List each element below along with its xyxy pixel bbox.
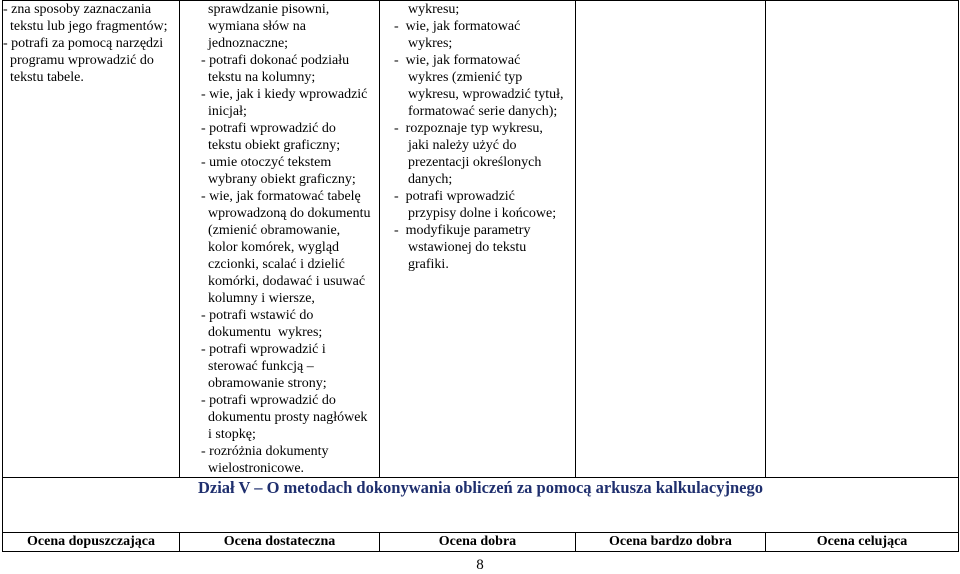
rubric-line: tekstu na kolumny; <box>180 70 316 85</box>
grading-table <box>2 0 959 552</box>
rubric-line: - modyfikuje parametry <box>380 223 531 238</box>
rubric-line: - potrafi wprowadzić do <box>180 393 336 408</box>
rubric-line: tekstu tabele. <box>3 70 84 85</box>
rubric-line: prezentacji określonych <box>380 155 542 170</box>
rubric-line: - rozróżnia dokumenty <box>180 444 329 459</box>
rubric-line: wybrany obiekt graficzny; <box>180 172 356 187</box>
grade-header-2: Ocena dostateczna <box>180 533 380 552</box>
rubric-line: sterować funkcją – <box>180 359 314 374</box>
rubric-line: formatować serie danych); <box>380 104 558 119</box>
requirements-row <box>3 1 959 478</box>
rubric-line: programu wprowadzić do <box>3 53 154 68</box>
rubric-line: wprowadzoną do dokumentu <box>180 206 371 221</box>
rubric-line: wielostronicowe. <box>180 461 305 476</box>
grade-header-5: Ocena celująca <box>766 533 959 552</box>
rubric-line: wykres (zmienić typ <box>380 70 523 85</box>
rubric-line: - wie, jak formatować tabelę <box>180 189 361 204</box>
col3-text <box>380 1 575 273</box>
rubric-line: (zmienić obramowanie, <box>180 223 341 238</box>
grade-dopuszczajaca-cell <box>3 1 180 478</box>
rubric-line: sprawdzanie pisowni, <box>180 2 330 17</box>
rubric-line: dokumentu wykres; <box>180 325 323 340</box>
rubric-line: przypisy dolne i końcowe; <box>380 206 557 221</box>
rubric-line: tekstu lub jego fragmentów; <box>3 19 168 34</box>
rubric-line: wymiana słów na <box>180 19 306 34</box>
grade-celujaca-cell <box>766 1 959 478</box>
grade-header-4: Ocena bardzo dobra <box>576 533 766 552</box>
rubric-line: - wie, jak i kiedy wprowadzić <box>180 87 368 102</box>
grade-dostateczna-cell <box>180 1 380 478</box>
rubric-line: wykres; <box>380 36 453 51</box>
rubric-line: kolumny i wiersze, <box>180 291 315 306</box>
rubric-line: jaki należy użyć do <box>380 138 517 153</box>
rubric-line: - potrafi wstawić do <box>180 308 314 323</box>
grade-header-1: Ocena dopuszczająca <box>3 533 180 552</box>
col2-text <box>180 1 379 477</box>
rubric-line: - zna sposoby zaznaczania <box>3 2 152 17</box>
page-number: 8 <box>476 557 484 573</box>
rubric-line: - potrafi wprowadzić <box>380 189 515 204</box>
rubric-line: - umie otoczyć tekstem <box>180 155 332 170</box>
grade-bardzo-dobra-cell <box>576 1 766 478</box>
section-heading-cell <box>3 478 959 533</box>
grade-header-3: Ocena dobra <box>380 533 576 552</box>
rubric-line: i stopkę; <box>180 427 256 442</box>
grade-header-row <box>3 533 959 552</box>
rubric-line: - wie, jak formatować <box>380 19 521 34</box>
rubric-line: komórki, dodawać i usuwać <box>180 274 366 289</box>
col1-text <box>3 1 179 86</box>
rubric-line: tekstu obiekt graficzny; <box>180 138 341 153</box>
rubric-line: dokumentu prosty nagłówek <box>180 410 368 425</box>
rubric-line: - potrafi dokonać podziału <box>180 53 350 68</box>
rubric-line: wykresu; <box>380 2 460 17</box>
rubric-line: wstawionej do tekstu <box>380 240 527 255</box>
rubric-line: - potrafi za pomocą narzędzi <box>3 36 164 51</box>
rubric-line: kolor komórek, wygląd <box>180 240 340 255</box>
section-row <box>3 478 959 533</box>
rubric-line: obramowanie strony; <box>180 376 327 391</box>
rubric-line: jednoznaczne; <box>180 36 289 51</box>
rubric-line: - potrafi wprowadzić do <box>180 121 336 136</box>
rubric-line: wykresu, wprowadzić tytuł, <box>380 87 564 102</box>
grade-dobra-cell <box>380 1 576 478</box>
rubric-line: danych; <box>380 172 453 187</box>
rubric-line: - potrafi wprowadzić i <box>180 342 326 357</box>
section-title: Dział V – O metodach dokonywania obliczeń za pomocą arkusza kalkulacyjnego <box>197 478 763 497</box>
rubric-line: - rozpoznaje typ wykresu, <box>380 121 543 136</box>
rubric-line: grafiki. <box>380 257 449 272</box>
rubric-line: czcionki, scalać i dzielić <box>180 257 345 272</box>
rubric-line: - wie, jak formatować <box>380 53 521 68</box>
rubric-line: inicjał; <box>180 104 247 119</box>
